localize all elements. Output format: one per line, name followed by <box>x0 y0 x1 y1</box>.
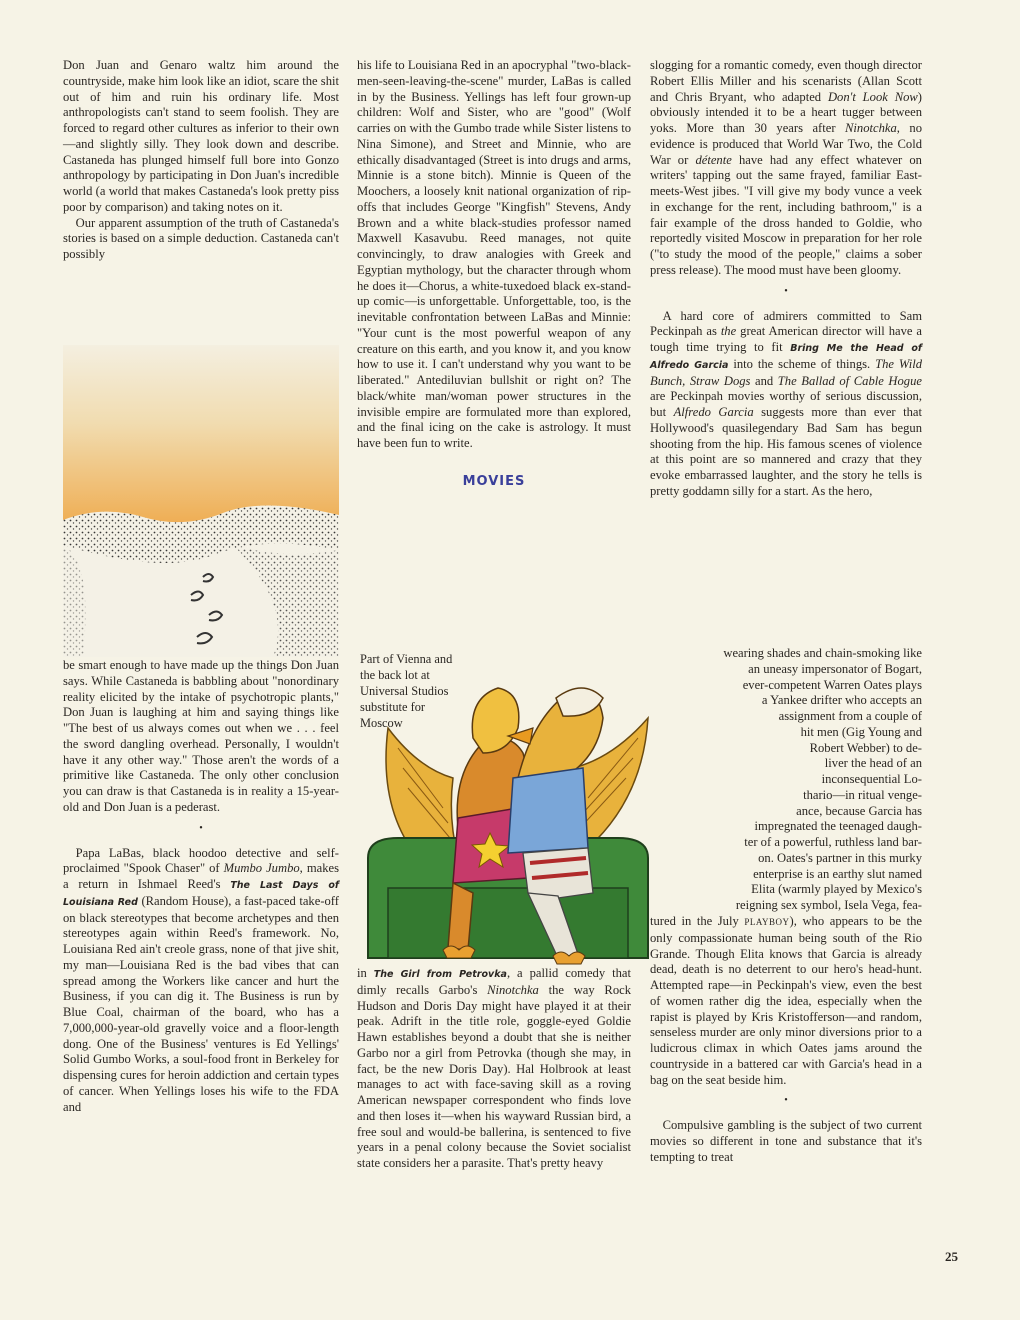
wrap-line: Robert Webber) to de- <box>809 740 922 755</box>
wrap-line: an uneasy impersonator of Bogart, <box>748 661 922 676</box>
section-heading-movies: MOVIES <box>462 473 526 489</box>
wrap-line: enterprise is an earthy slut named <box>753 866 922 881</box>
section-bullet: • <box>784 1095 788 1107</box>
wrap-line: ance, because Garcia has <box>796 803 922 818</box>
paragraph: A hard core of admirers committed to Sam Peckinpah as the great American director will have a tough time trying to fit Bring Me the Head of Alfredo Garcia into the scheme of things. The Wild Bunch, Straw Dogs and The Ballad of Cable Hogue are Peckinpah movies worthy of serious discussion, but Alfredo Garcia suggests more than ever that Hollywood's quasilegendary Bad Sam has begun shooting from the hip. His famous scenes of violence at this point are so mannered and crazy that they evoke embarrassed laughter, and the story he tells is pretty goddamn silly for a start. As the hero, <box>650 308 923 498</box>
column-1 <box>63 58 339 263</box>
wrap-line: wearing shades and chain-smoking like <box>723 646 922 660</box>
paragraph: Don Juan and Genaro waltz him around the countryside, make him look like an idiot, scare the shit out of him and ruin his ordinary life. Most anthropologists can't stand to seem foolish. They are forced to regard other cultures as inferior to their own—and slightly silly. They look down and describe. Castaneda has plunged himself full bore into Gonzo anthropology by participating in Don Juan's incredible world (a world that makes Castaneda's look pretty piss poor by comparison) and taking notes on it. <box>63 58 339 214</box>
movie-title: Alfredo Garcia <box>673 405 754 419</box>
wrap-line: inconsequential Lo- <box>821 772 922 786</box>
paragraph: Compulsive gambling is the subject of two current movies so different in tone and substance that it's tempting to treat <box>650 1118 922 1164</box>
movie-title: The Ballad of Cable Hogue <box>777 373 922 388</box>
wrap-line: reigning sex symbol, Isela Vega, fea- <box>735 898 922 912</box>
movie-title: The Girl from Petrovka <box>373 969 507 980</box>
wrap-line: on. Oates's partner in this murky <box>758 850 922 865</box>
wrap-line: assignment from a couple of <box>778 709 922 723</box>
paragraph: Our apparent assumption of the truth of Castaneda's stories is based on a simple deduction. Castaneda can't possibly <box>63 215 339 261</box>
wrap-line: impregnated the teenaged daugh- <box>754 819 922 834</box>
book-title: The Last Days of Louisiana Red <box>63 880 340 908</box>
section-bullet: • <box>199 822 203 834</box>
wrap-line: a Yankee drifter who accepts an <box>761 693 922 708</box>
movie-title: Ninotchka <box>845 121 897 135</box>
wrap-line: ever-competent Warren Oates plays <box>742 677 922 692</box>
paragraph: his life to Louisiana Red in an apocryphal "two-black-men-seen-leaving-the-scene" murder, LaBas is called in by the Business. Yellings has left four grown-up children: Wolf and Sister, who are "good" (Wolf carries on with the Gumbo trade while Sister listens to Nina Simone), and Street and Minnie, who are ethically disadvantaged (Street is into drugs and arms, Minnie is a stone bitch). Minnie is Queen of the Moochers, a loosely knit national organization of rip-offs that includes George "Kingfish" Stevens, Andy Brown and a white black-studies professor named Maxwell Kasavubu. Reed manages, not quite convincingly, to draw analogies with Greek and Egyptian mythology, but the character through whom he does it—Chorus, a white-tuxedoed black ex-stand-up comic—is unforgettable. Unforgettable, too, is the inevitable confrontation between LaBas and Minnie: "Your cunt is the most powerful weapon of any creature on this earth, and you know it, and you know how to use it. I can't understand why you want to be liberated." Antediluvian bullshit or right on? The black/white man/woman power structures in the invisible empire are formulated more than explored, and the final icing on the cake is astrology. It must have been fun to write. <box>357 58 631 450</box>
wrap-line: hit men (Gig Young and <box>800 724 922 739</box>
column-3-wrap-text <box>650 646 922 914</box>
cartoon-caption: Part of Vienna and the back lot at Universal Studios substitute for Moscow <box>360 652 453 730</box>
wrap-line: Elita (warmly played by Mexico's <box>751 882 922 897</box>
section-bullet: • <box>784 285 788 297</box>
desert-footprints-illustration <box>63 345 339 657</box>
column-3-continued <box>650 914 922 1166</box>
paragraph: slogging for a romantic comedy, even though director Robert Ellis Miller and his scenarists (Allan Scott and Chris Bryant, who adapted Don't Look Now) obviously intended it to be a heart tugger between yoks. More than 30 years after Ninotchka, no evidence is produced that World War Two, the Cold War or détente have had any effect whatever on writers' tapping out the same frayed, familiar East-meets-West jibes. "I vill give my body vunce a veek in exchange for the rent, including bathroom," is a fair example of the dross handed to Goldie, who reportedly visited Moscow in preparation for her role ("to study the mood of the people," claims a sober press release). The mood must have been gloomy. <box>650 58 923 277</box>
column-2-continued <box>357 966 631 1172</box>
eagle-cartoon-illustration <box>358 658 658 988</box>
eagle-couple-cartoon <box>358 658 658 988</box>
movie-title: Ninotchka <box>487 982 539 997</box>
wrap-line: thario—in ritual venge- <box>803 787 922 802</box>
page-number: 25 <box>945 1249 958 1264</box>
column-3 <box>650 58 922 500</box>
wrap-line: liver the head of an <box>824 756 922 771</box>
magazine-name: PLAYBOY <box>744 917 790 927</box>
wrap-line: ter of a powerful, ruthless land bar- <box>744 835 922 849</box>
paragraph: be smart enough to have made up the things Don Juan says. While Castaneda is babbling about "nonordinary reality elicited by the intake of psychotropic plants," Don Juan is laughing at him and saying things like "The best of us always comes out when we . . . feel the sword dangling overhead. Personally, I wouldn't have it any other way." Those aren't the words of a primitive like Castaneda. The only other conclusion you can draw is that Castaneda is in reality a 15-year-old and Don Juan is a pederast. <box>63 658 339 814</box>
movie-title: The Wild Bunch, Straw Dogs <box>650 356 923 388</box>
column-2 <box>357 58 631 508</box>
sunrise-desert-image <box>63 345 339 657</box>
column-1-continued <box>63 658 339 1115</box>
book-title: Mumbo Jumbo <box>223 861 300 876</box>
paragraph: in The Girl from Petrovka, a pallid comedy that dimly recalls Garbo's Ninotchka the way Rock Hudson and Doris Day might have played it at their peak. Adrift in the title role, goggle-eyed Goldie Hawn establishes beyond a doubt that she is neither Garbo nor a girl from Petrovka (though she may, in fact, be the new Doris Day). Hal Holbrook at least manages to act with face-saving skill as a roving American newspaper correspondent who finds love and then loses it—when his wayward Russian bird, a free soul and would-be ballerina, is sentenced to five years in a penal colony because the Soviet socialist state considers her a parasite. That's pretty heavy <box>357 966 631 1170</box>
movie-title: Don't Look Now <box>827 89 918 104</box>
paragraph: tured in the July PLAYBOY), who appears to be the only compassionate human being south of the Rio Grande. Though Elita knows that Garcia is already dead, death is no deterrent to our hero's head-hunt. Attempted rape—in Peckinpah's view, even the best of women rather dig the idea, especially when the rapist is played by Kris Kristofferson—and random, senseless murder are only minor diversions prior to a ludicrous climax in which Oates jams around the countryside in a battered car with Garcia's head in a bag on the seat beside him. <box>650 914 922 1087</box>
movie-title: Bring Me the Head of Alfredo Garcia <box>650 343 922 371</box>
paragraph: Papa LaBas, black hoodoo detective and self-proclaimed "Spook Chaser" of Mumbo Jumbo, makes a return in Ishmael Reed's The Last Days of Louisiana Red (Random House), a fast-paced take-off on black stereotypes that become archetypes and then stereotypes again within Reed's framework. No, Louisiana Red ain't creole grass, none of that jive shit, my man—Louisiana Red is the bad vibes that can spread among the Workers like cancer and hurt the Business, if you can dig it. The Business is run by Blue Coal, chairman of the board, who has a 7,000,000-year-old gravelly voice and a floor-length dong. One of the Business' ventures is Ed Yellings' Solid Gumbo Works, a soul-food front in Berkeley for dispensing cures for heroin addiction and certain types of cancer. When Yellings loses his wife to the FDA and <box>63 845 340 1114</box>
